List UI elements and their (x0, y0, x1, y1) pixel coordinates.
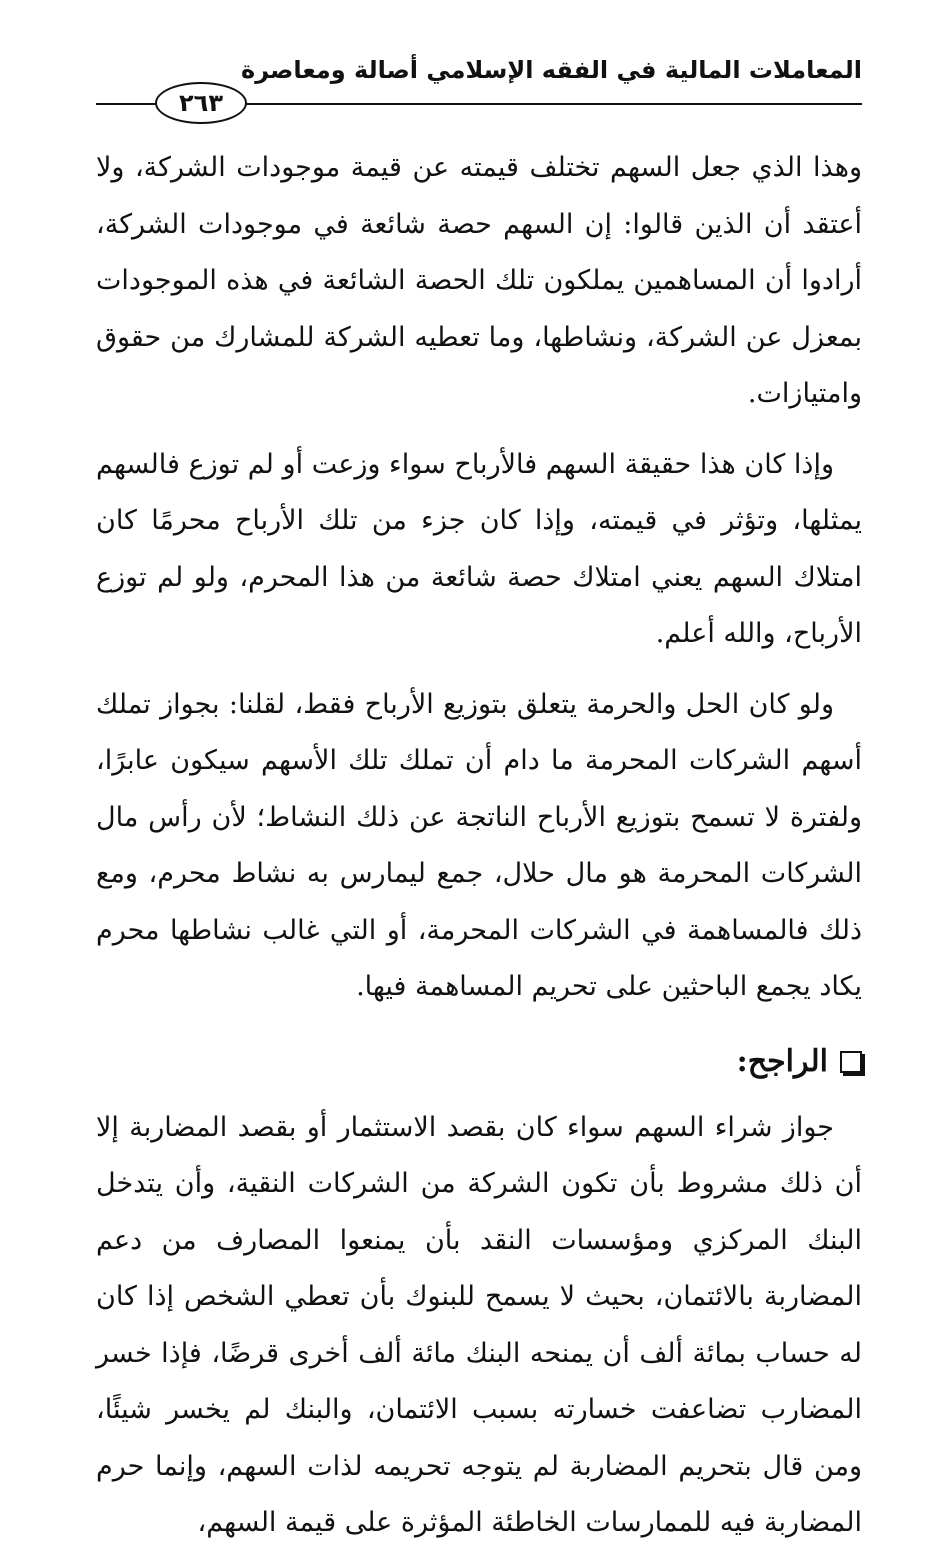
paragraph-1: وهذا الذي جعل السهم تختلف قيمته عن قيمة موجودات الشركة، ولا أعتقد أن الذين قالوا: إن السهم حصة شائعة في موجودات الشركة، أرادوا أن المساهمين يملكون تلك الحصة الشائعة في هذه الموجودات بمعزل عن الشركة، ونشاطها، وما تعطيه الشركة للمشارك من حقوق وامتيازات. (96, 152, 862, 409)
section-heading (96, 1034, 862, 1090)
paragraph-2: وإذا كان هذا حقيقة السهم فالأرباح سواء وزعت أو لم توزع فالسهم يمثلها، وتؤثر في قيمته، وإذا كان جزء من تلك الأرباح محرمًا كان امتلاك السهم يعني امتلاك حصة شائعة من هذا المحرم، ولو لم توزع الأرباح، والله أعلم. (96, 448, 862, 649)
paragraph-3: ولو كان الحل والحرمة يتعلق بتوزيع الأرباح فقط، لقلنا: بجواز تملك أسهم الشركات المحرمة ما دام أن تملك تلك الأسهم سيكون عابرًا، ولفترة لا تسمح بتوزيع الأرباح الناتجة عن ذلك النشاط؛ لأن رأس مال الشركات المحرمة هو مال حلال، جمع ليمارس به نشاط محرم، ومع ذلك فالمساهمة في الشركات المحرمة، أو التي غالب نشاطها محرم يكاد يجمع الباحثين على تحريم المساهمة فيها. (96, 688, 862, 1002)
body-text (96, 140, 862, 1552)
running-title: المعاملات المالية في الفقه الإسلامي أصالة ومعاصرة (241, 56, 862, 84)
page-number: ٢٦٣ (155, 82, 247, 124)
section-heading-label: الراجح: (736, 1043, 828, 1079)
square-bullet-icon (840, 1051, 862, 1073)
paragraph-4: جواز شراء السهم سواء كان بقصد الاستثمار أو بقصد المضاربة إلا أن ذلك مشروط بأن تكون الشركة من الشركات النقية، وأن يتدخل البنك المركزي ومؤسسات النقد بأن يمنعوا المصارف من دعم المضاربة بالائتمان، بحيث لا يسمح للبنوك بأن تعطي الشخص إذا كان له حساب بمائة ألف أن يمنحه البنك مائة ألف أخرى قرضًا، فإذا خسر المضارب تضاعفت خسارته بسبب الائتمان، والبنك لم يخسر شيئًا، ومن قال بتحريم المضاربة لم يتوجه تحريمه لذات السهم، وإنما حرم المضاربة فيه للممارسات الخاطئة المؤثرة على قيمة السهم، (96, 1111, 862, 1538)
